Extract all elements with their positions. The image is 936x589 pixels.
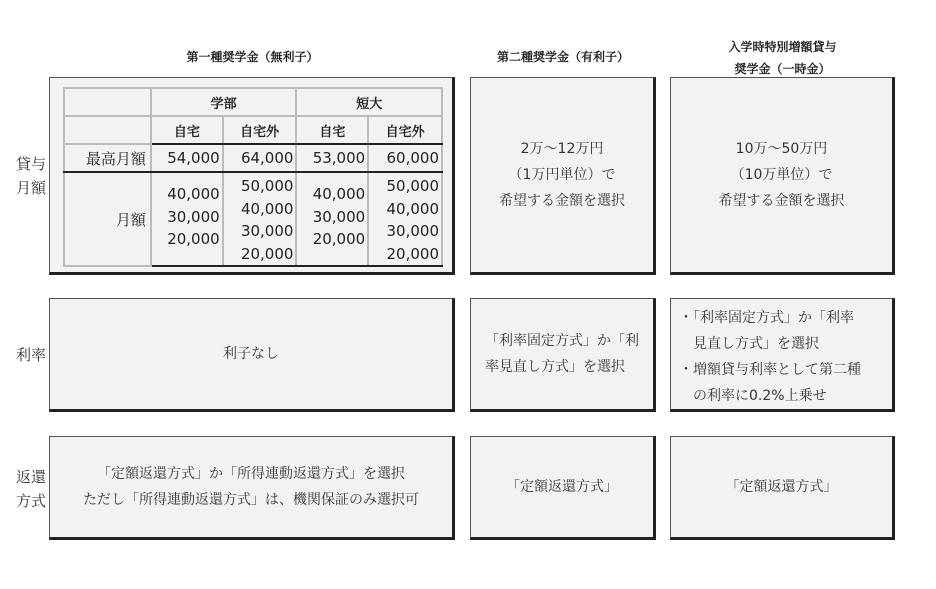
- second-rate-line1: 「利率固定方式」か「利: [485, 333, 639, 349]
- first-type-loan-box: [49, 77, 455, 275]
- special-loan-line2: （10万単位）で: [730, 167, 833, 183]
- amount-option: 20,000: [167, 230, 220, 248]
- second-type-rate-box: [470, 298, 656, 412]
- special-rate-bullet1: ・「利率固定方式」か「利率: [679, 310, 854, 326]
- second-repay-text: 「定額返還方式」: [506, 479, 618, 495]
- header-special-loan: [670, 36, 895, 80]
- second-loan-line3: 希望する金額を選択: [499, 193, 625, 209]
- special-rate-box: [670, 298, 895, 412]
- table-monthly-undergrad-away: [223, 172, 297, 266]
- table-group-junior: 短大: [296, 88, 442, 116]
- amount-option: 20,000: [386, 244, 439, 263]
- second-loan-line1: 2万～12万円: [520, 141, 604, 157]
- amount-option: 30,000: [312, 207, 366, 226]
- second-rate-line2: 率見直し方式」を選択: [485, 359, 625, 375]
- amount-option: 40,000: [240, 199, 294, 218]
- row-label-repay: [16, 465, 46, 513]
- amount-option: 40,000: [386, 199, 439, 218]
- table-undergrad-home: 自宅: [151, 116, 223, 144]
- amount-option: 30,000: [240, 222, 294, 240]
- header-second-type: 第二種奨学金（有利子）: [496, 50, 629, 64]
- special-rate-bullet2-cont: の利率に0.2%上乗せ: [693, 388, 827, 404]
- row-label-loan: [16, 152, 46, 200]
- table-monthly-label: 月額: [64, 172, 151, 266]
- table-undergrad-away: 自宅外: [223, 116, 297, 144]
- table-monthly-junior-home: [296, 172, 368, 266]
- second-loan-line2: （1万円単位）で: [508, 167, 616, 183]
- amount-option: 40,000: [312, 185, 366, 203]
- amount-option: 40,000: [167, 185, 220, 203]
- amount-option: 30,000: [386, 222, 439, 240]
- table-max-undergrad-away: 64,000: [223, 144, 297, 172]
- first-type-rate-box: [49, 298, 455, 412]
- table-max-junior-away: 60,000: [368, 144, 442, 172]
- header-special-line2: 奨学金（一時金）: [734, 62, 831, 76]
- first-repay-line2: ただし「所得連動返還方式」は、機関保証のみ選択可: [83, 492, 419, 508]
- table-monthly-undergrad-home: [151, 172, 223, 266]
- amount-option: 50,000: [240, 177, 294, 195]
- first-repay-line1: 「定額返還方式」か「所得連動返還方式」を選択: [97, 466, 405, 482]
- row-label-rate: 利率: [16, 346, 47, 364]
- special-rate-bullet2: ・増額貸与利率として第二種: [679, 362, 861, 378]
- special-loan-box: [670, 77, 895, 275]
- amount-option: 20,000: [240, 244, 294, 263]
- row-label-loan-line1: 貸与: [16, 155, 47, 173]
- table-max-undergrad-home: 54,000: [151, 144, 223, 172]
- table-max-junior-home: 53,000: [296, 144, 368, 172]
- amount-option: 50,000: [386, 177, 439, 195]
- row-label-loan-line2: 月額: [16, 179, 47, 197]
- first-type-amount-table: [63, 87, 443, 267]
- row-label-repay-line1: 返還: [16, 468, 47, 486]
- special-loan-line1: 10万～50万円: [735, 141, 828, 157]
- first-type-rate-text: 利子なし: [223, 346, 279, 362]
- amount-option: 20,000: [312, 230, 366, 248]
- second-type-repay-box: [470, 436, 656, 540]
- special-rate-bullet1-cont: 見直し方式」を選択: [693, 336, 819, 352]
- table-junior-away: 自宅外: [368, 116, 442, 144]
- special-repay-text: 「定額返還方式」: [725, 479, 838, 495]
- second-type-loan-box: [470, 77, 656, 275]
- special-loan-line3: 希望する金額を選択: [718, 193, 845, 209]
- header-first-type: 第一種奨学金（無利子）: [186, 50, 319, 64]
- first-type-repay-box: [49, 436, 455, 540]
- row-label-repay-line2: 方式: [16, 492, 47, 510]
- table-group-undergrad: 学部: [151, 88, 297, 116]
- amount-option: 30,000: [167, 207, 220, 226]
- special-repay-box: [670, 436, 895, 540]
- table-junior-home: 自宅: [296, 116, 368, 144]
- table-max-label: 最高月額: [64, 144, 151, 172]
- header-special-line1: 入学時特別増額貸与: [728, 40, 837, 54]
- table-monthly-junior-away: [368, 172, 442, 266]
